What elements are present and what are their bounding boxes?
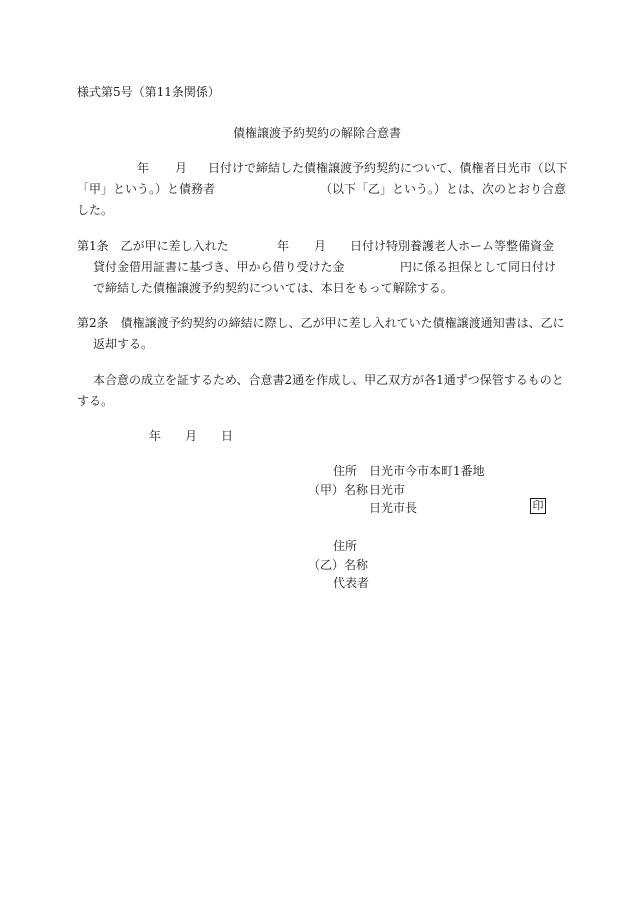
article1-line2-a: 貸付金借用証書に基づき、甲から借り受けた金 [93, 260, 345, 274]
intro-line1-text: 日付けで締結した債権譲渡予約契約について、債権者日光市（以下 [208, 161, 568, 175]
intro-month: 月 [175, 161, 188, 175]
party-a-name-label: （甲）名称 [308, 483, 369, 497]
intro-line2-a: 「甲」という。）と債務者 [77, 182, 216, 196]
article1-line1-a: 第1条 乙が甲に差し入れた [77, 239, 229, 253]
article1-line1-d: 日付け特別養護老人ホーム等整備資金 [350, 239, 555, 253]
party-a-address-value: 日光市今市本町1番地 [369, 464, 485, 478]
seal-mark: 印 [530, 498, 546, 514]
article2-line1: 第2条 債権譲渡予約契約の締結に際し、乙が甲に差し入れていた債権譲渡通知書は、乙に [77, 316, 565, 330]
party-b-name-label: （乙）名称 [308, 558, 369, 572]
date-year: 年 [149, 429, 162, 443]
date-month: 月 [185, 429, 198, 443]
closing-line1: 本合意の成立を証するため、合意書2通を作成し、甲乙双方が各1通ずつ保管するものと [93, 373, 564, 387]
article1-line3: で締結した債権譲渡予約契約については、本日をもって解除する。 [93, 281, 453, 295]
party-b-representative-label: 代表者 [333, 576, 370, 590]
article1-year: 年 [277, 239, 290, 253]
article2-line2: 返却する。 [93, 337, 154, 351]
article1-line2-b: 円に係る担保として同日付け [400, 260, 557, 274]
article1-month: 月 [314, 239, 327, 253]
intro-line3: した。 [77, 203, 114, 217]
party-a-address-label: 住所 [333, 464, 358, 478]
party-a-representative: 日光市長 [369, 501, 418, 515]
date-day: 日 [221, 429, 234, 443]
form-number: 様式第5号（第11条関係） [77, 85, 220, 99]
party-a-name-value: 日光市 [369, 483, 406, 497]
party-b-address-label: 住所 [333, 539, 358, 553]
intro-year: 年 [137, 161, 150, 175]
intro-line2-b: （以下「乙」という。）とは、次のとおり合意 [320, 182, 567, 196]
document-title: 債権譲渡予約契約の解除合意書 [233, 126, 402, 140]
closing-line2: する。 [77, 394, 114, 408]
